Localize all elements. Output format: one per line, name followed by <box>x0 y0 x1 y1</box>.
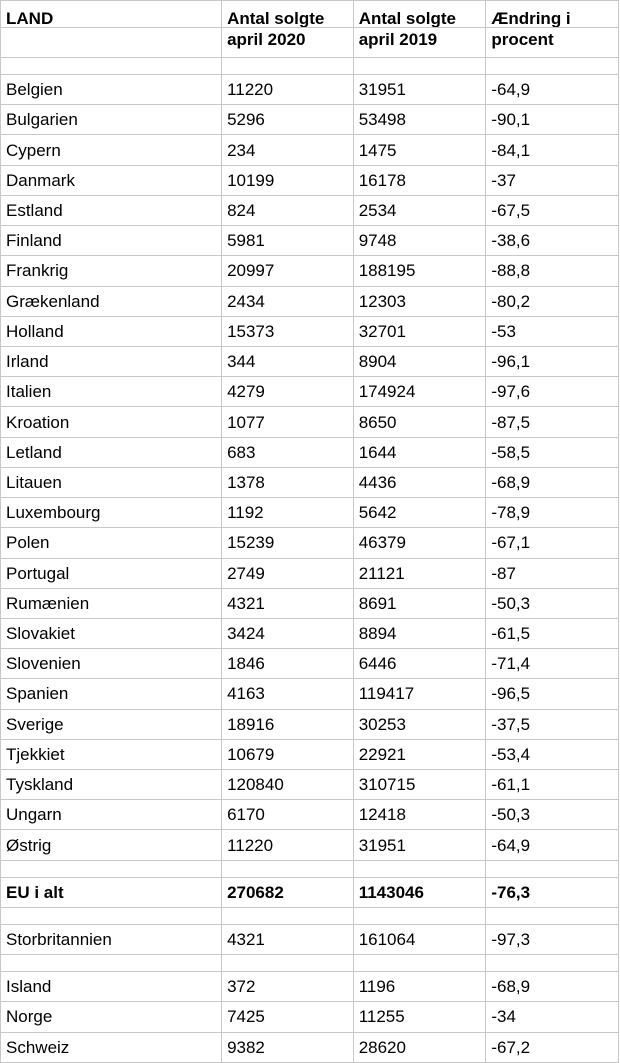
table-row <box>1 437 619 467</box>
cell-y2019: 22921 <box>353 739 486 769</box>
cell-change: -76,3 <box>486 877 619 907</box>
cell-change: -64,9 <box>486 75 619 105</box>
header-2020-line2: april 2020 <box>222 28 354 58</box>
cell-y2020: 20997 <box>222 256 354 286</box>
cell-y2020: 4321 <box>222 924 354 954</box>
table-row <box>1 286 619 316</box>
table-row <box>1 558 619 588</box>
cell-land: Cypern <box>1 135 222 165</box>
cell-land: Italien <box>1 377 222 407</box>
cell-y2019: 310715 <box>353 770 486 800</box>
cell-land: Sverige <box>1 709 222 739</box>
cell-land: Holland <box>1 316 222 346</box>
cell-land: Bulgarien <box>1 105 222 135</box>
table-row <box>1 800 619 830</box>
cell-y2020: 5296 <box>222 105 354 135</box>
cell-land: Letland <box>1 437 222 467</box>
cell-y2020: 11220 <box>222 830 354 860</box>
empty-cell <box>222 907 354 924</box>
empty-cell <box>1 955 222 972</box>
cell-change: -67,5 <box>486 195 619 225</box>
cell-land: Portugal <box>1 558 222 588</box>
empty-cell <box>353 860 486 877</box>
cell-land: Finland <box>1 226 222 256</box>
table-row <box>1 649 619 679</box>
cell-y2020: 11220 <box>222 75 354 105</box>
cell-change: -50,3 <box>486 588 619 618</box>
cell-land: Ungarn <box>1 800 222 830</box>
cell-change: -50,3 <box>486 800 619 830</box>
cell-land: Slovenien <box>1 649 222 679</box>
cell-y2019: 4436 <box>353 467 486 497</box>
cell-y2019: 1196 <box>353 972 486 1002</box>
cell-y2020: 270682 <box>222 877 354 907</box>
cell-y2020: 18916 <box>222 709 354 739</box>
cell-y2020: 1378 <box>222 467 354 497</box>
cell-y2020: 5981 <box>222 226 354 256</box>
header-row-1 <box>1 1 619 28</box>
spacer-row <box>1 955 619 972</box>
table-row <box>1 467 619 497</box>
cell-land: Tjekkiet <box>1 739 222 769</box>
header-row-2 <box>1 28 619 58</box>
empty-cell <box>486 860 619 877</box>
total-row <box>1 877 619 907</box>
cell-land: Spanien <box>1 679 222 709</box>
cell-change: -53 <box>486 316 619 346</box>
cell-y2019: 174924 <box>353 377 486 407</box>
cell-y2020: 344 <box>222 346 354 376</box>
table-row <box>1 679 619 709</box>
cell-y2019: 161064 <box>353 924 486 954</box>
cell-land: Irland <box>1 346 222 376</box>
cell-y2020: 2434 <box>222 286 354 316</box>
cell-y2019: 8894 <box>353 618 486 648</box>
cell-y2020: 15239 <box>222 528 354 558</box>
header-land: LAND <box>1 1 222 28</box>
cell-y2020: 824 <box>222 195 354 225</box>
cell-y2020: 4279 <box>222 377 354 407</box>
cell-land: Belgien <box>1 75 222 105</box>
cell-land: Tyskland <box>1 770 222 800</box>
cell-y2020: 1192 <box>222 498 354 528</box>
table-row <box>1 972 619 1002</box>
cell-y2020: 1846 <box>222 649 354 679</box>
header-2019-line2: april 2019 <box>353 28 486 58</box>
cell-y2020: 7425 <box>222 1002 354 1032</box>
cell-y2019: 188195 <box>353 256 486 286</box>
cell-y2020: 1077 <box>222 407 354 437</box>
empty-cell <box>353 907 486 924</box>
cell-y2019: 5642 <box>353 498 486 528</box>
cell-change: -53,4 <box>486 739 619 769</box>
header-change-line2: procent <box>486 28 619 58</box>
cell-change: -38,6 <box>486 226 619 256</box>
cell-y2019: 53498 <box>353 105 486 135</box>
cell-y2020: 6170 <box>222 800 354 830</box>
cell-change: -61,1 <box>486 770 619 800</box>
table-row <box>1 135 619 165</box>
empty-cell <box>486 955 619 972</box>
cell-y2020: 372 <box>222 972 354 1002</box>
table-header <box>1 1 619 58</box>
cell-y2020: 234 <box>222 135 354 165</box>
cell-land: Polen <box>1 528 222 558</box>
cell-land: Schweiz <box>1 1032 222 1062</box>
cell-y2019: 11255 <box>353 1002 486 1032</box>
cell-y2020: 683 <box>222 437 354 467</box>
cell-y2019: 9748 <box>353 226 486 256</box>
table-row <box>1 316 619 346</box>
cell-change: -97,3 <box>486 924 619 954</box>
table-row <box>1 1002 619 1032</box>
cell-land: Norge <box>1 1002 222 1032</box>
cell-y2020: 120840 <box>222 770 354 800</box>
cell-land: Rumænien <box>1 588 222 618</box>
table-row <box>1 105 619 135</box>
table-row <box>1 709 619 739</box>
cell-y2019: 1143046 <box>353 877 486 907</box>
cell-y2020: 4321 <box>222 588 354 618</box>
cell-change: -88,8 <box>486 256 619 286</box>
cell-change: -68,9 <box>486 467 619 497</box>
cell-change: -87 <box>486 558 619 588</box>
cell-y2019: 119417 <box>353 679 486 709</box>
cell-y2019: 28620 <box>353 1032 486 1062</box>
cell-y2019: 32701 <box>353 316 486 346</box>
cell-y2020: 10679 <box>222 739 354 769</box>
table-row <box>1 346 619 376</box>
empty-cell <box>1 860 222 877</box>
cell-y2019: 12303 <box>353 286 486 316</box>
cell-y2020: 10199 <box>222 165 354 195</box>
cell-y2020: 15373 <box>222 316 354 346</box>
cell-land: Grækenland <box>1 286 222 316</box>
cell-y2019: 30253 <box>353 709 486 739</box>
cell-change: -37,5 <box>486 709 619 739</box>
table-row <box>1 588 619 618</box>
cell-land: Estland <box>1 195 222 225</box>
table-row <box>1 407 619 437</box>
cell-change: -58,5 <box>486 437 619 467</box>
table-row <box>1 739 619 769</box>
cell-change: -78,9 <box>486 498 619 528</box>
table-row <box>1 226 619 256</box>
cell-change: -87,5 <box>486 407 619 437</box>
cell-land: Island <box>1 972 222 1002</box>
cell-land: Luxembourg <box>1 498 222 528</box>
table-row <box>1 75 619 105</box>
empty-cell <box>353 955 486 972</box>
table-row <box>1 165 619 195</box>
cell-y2019: 21121 <box>353 558 486 588</box>
header-land-empty <box>1 28 222 58</box>
empty-cell <box>222 58 354 75</box>
header-2020-line1: Antal solgte <box>222 1 354 28</box>
empty-cell <box>1 907 222 924</box>
cell-land: Frankrig <box>1 256 222 286</box>
cell-y2020: 9382 <box>222 1032 354 1062</box>
cell-change: -34 <box>486 1002 619 1032</box>
cell-y2019: 8650 <box>353 407 486 437</box>
table-row <box>1 770 619 800</box>
header-change-line1: Ændring i <box>486 1 619 28</box>
cell-land: Danmark <box>1 165 222 195</box>
cell-change: -67,2 <box>486 1032 619 1062</box>
cell-y2019: 31951 <box>353 830 486 860</box>
table-body <box>1 58 619 1063</box>
cell-y2019: 16178 <box>353 165 486 195</box>
empty-cell <box>486 907 619 924</box>
cell-land: EU i alt <box>1 877 222 907</box>
cell-land: Litauen <box>1 467 222 497</box>
cell-y2019: 1475 <box>353 135 486 165</box>
cell-y2019: 12418 <box>353 800 486 830</box>
cell-y2019: 8904 <box>353 346 486 376</box>
spacer-row <box>1 58 619 75</box>
table-row <box>1 830 619 860</box>
empty-cell <box>353 58 486 75</box>
cell-change: -64,9 <box>486 830 619 860</box>
table-row <box>1 377 619 407</box>
empty-cell <box>1 58 222 75</box>
cell-y2019: 2534 <box>353 195 486 225</box>
cell-land: Storbritannien <box>1 924 222 954</box>
spacer-row <box>1 907 619 924</box>
cell-y2019: 1644 <box>353 437 486 467</box>
table-row <box>1 924 619 954</box>
cell-y2019: 8691 <box>353 588 486 618</box>
cell-change: -90,1 <box>486 105 619 135</box>
table-row <box>1 618 619 648</box>
table-row <box>1 256 619 286</box>
cell-land: Kroation <box>1 407 222 437</box>
empty-cell <box>222 860 354 877</box>
cell-change: -97,6 <box>486 377 619 407</box>
empty-cell <box>486 58 619 75</box>
cell-y2019: 31951 <box>353 75 486 105</box>
cell-change: -84,1 <box>486 135 619 165</box>
cell-land: Slovakiet <box>1 618 222 648</box>
cell-y2020: 3424 <box>222 618 354 648</box>
cell-change: -61,5 <box>486 618 619 648</box>
cell-change: -37 <box>486 165 619 195</box>
empty-cell <box>222 955 354 972</box>
cell-change: -67,1 <box>486 528 619 558</box>
cell-change: -96,1 <box>486 346 619 376</box>
spacer-row <box>1 860 619 877</box>
table-row <box>1 1032 619 1062</box>
table-row <box>1 195 619 225</box>
cell-change: -96,5 <box>486 679 619 709</box>
table-row <box>1 498 619 528</box>
cell-y2020: 4163 <box>222 679 354 709</box>
cell-y2019: 6446 <box>353 649 486 679</box>
cell-change: -80,2 <box>486 286 619 316</box>
cell-change: -68,9 <box>486 972 619 1002</box>
cell-y2019: 46379 <box>353 528 486 558</box>
cell-change: -71,4 <box>486 649 619 679</box>
cell-y2020: 2749 <box>222 558 354 588</box>
cell-land: Østrig <box>1 830 222 860</box>
table-row <box>1 528 619 558</box>
header-2019-line1: Antal solgte <box>353 1 486 28</box>
